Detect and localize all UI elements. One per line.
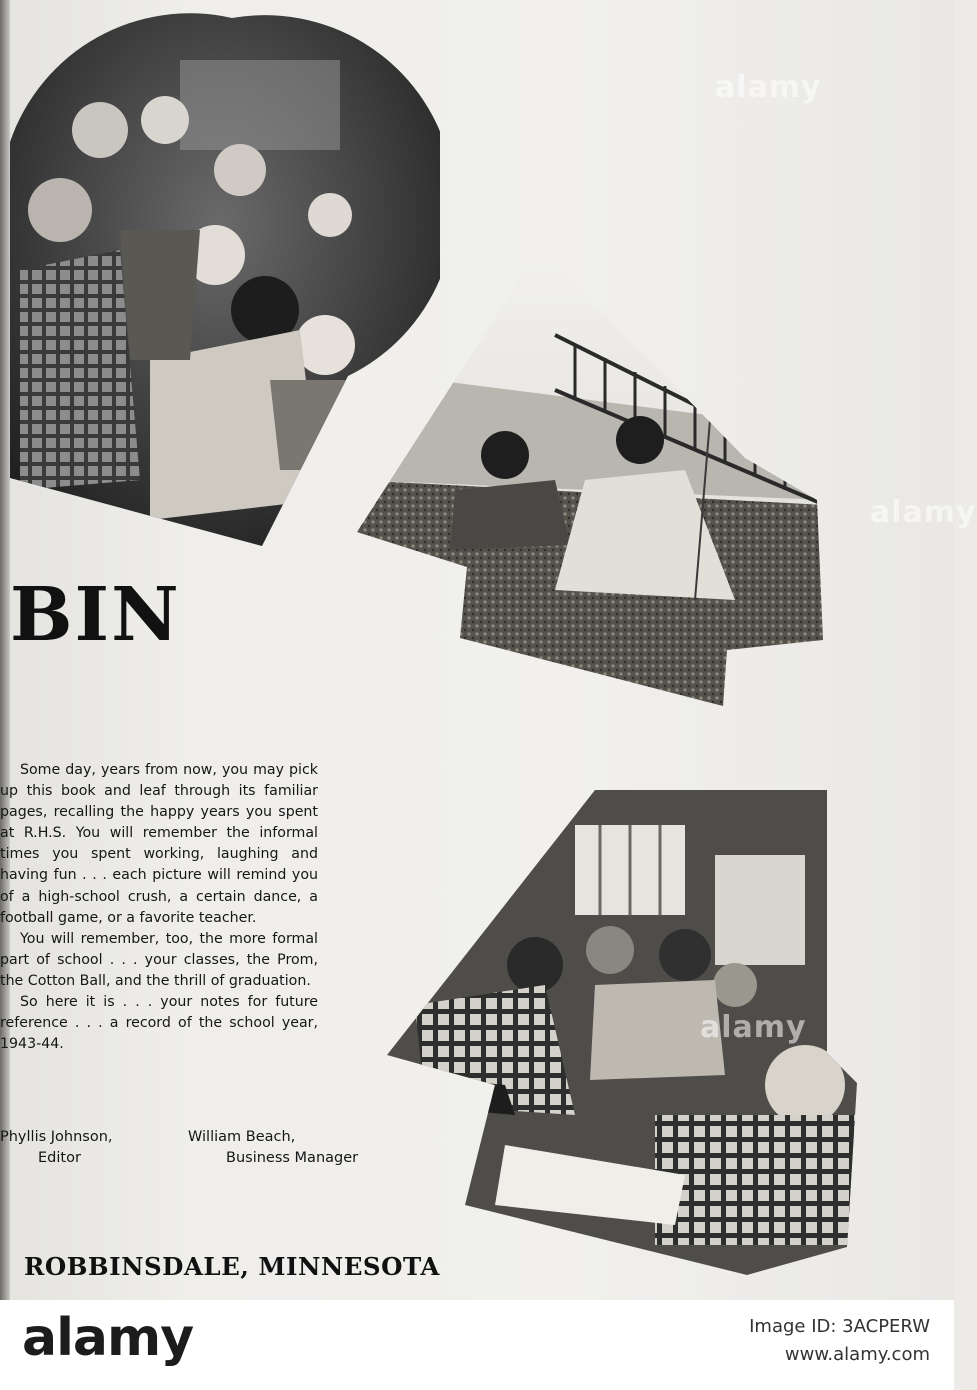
classroom-photo <box>385 785 865 1285</box>
business-manager-signature <box>188 1127 358 1169</box>
editor-signature <box>0 1127 113 1169</box>
watermark: alamy <box>715 70 822 105</box>
signature-title: Editor <box>38 1150 81 1166</box>
stock-footer <box>0 1300 954 1390</box>
signature-title: Business Manager <box>226 1150 359 1166</box>
intro-text <box>0 760 318 1055</box>
heading-fragment: BIN <box>10 572 181 658</box>
signature-name: William Beach, <box>188 1129 296 1145</box>
watermark: alamy <box>870 495 977 530</box>
intro-paragraph: You will remember, too, the more formal part of school . . . your classes, the Prom, the Cotton Ball, and the thrill of graduation. <box>0 930 318 989</box>
signature-name: Phyllis Johnson, <box>0 1129 113 1145</box>
intro-paragraph: Some day, years from now, you may pick up this book and leaf through its familiar pages, recalling the happy years you spent at R.H.S. You will remember the informal times you spent working, laughing and having fun . . . each picture will remind you of a high-school crush, a certain dance, a football game, or a favorite teacher. <box>0 762 318 926</box>
intro-paragraph: So here it is . . . your notes for future reference . . . a record of the school year, 1943-44. <box>0 994 318 1053</box>
alamy-logo: alamy <box>22 1308 194 1368</box>
image-id: Image ID: 3ACPERW <box>749 1316 930 1337</box>
watermark: alamy <box>700 1010 807 1045</box>
girls-on-lawn-photo <box>355 240 830 710</box>
site-url: www.alamy.com <box>784 1344 930 1365</box>
place-name: ROBBINSDALE, MINNESOTA <box>24 1252 440 1281</box>
